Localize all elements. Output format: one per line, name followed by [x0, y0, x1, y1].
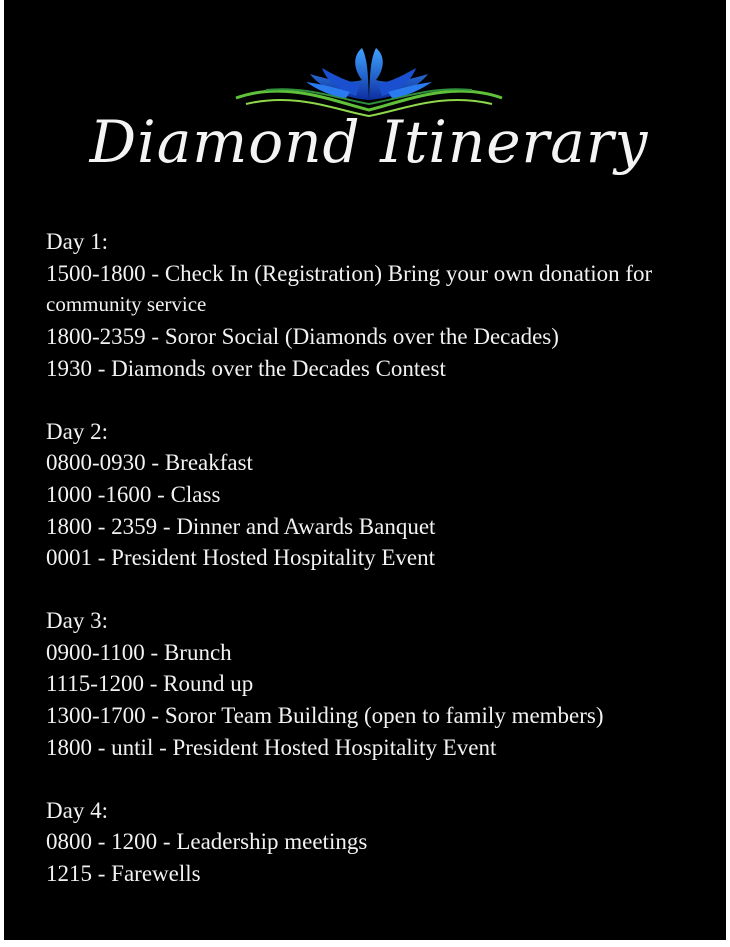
event-line: 1000 -1600 - Class	[46, 481, 221, 507]
day-heading: Day 1:	[46, 229, 108, 254]
event-line: 1800 - 2359 - Dinner and Awards Banquet	[46, 513, 436, 539]
day-section	[46, 605, 726, 764]
itinerary-list	[46, 226, 726, 921]
event-line: 1500-1800 - Check In (Registration) Bring your own donation for	[46, 260, 653, 286]
event-line: 0900-1100 - Brunch	[46, 639, 232, 665]
page-title: Diamond Itinerary	[89, 108, 649, 176]
day-heading: Day 2:	[46, 418, 108, 444]
day-section	[46, 226, 726, 385]
event-line: 1800-2359 - Soror Social (Diamonds over the Decades)	[46, 324, 559, 350]
event-line: 1800 - until - President Hosted Hospitality Event	[46, 734, 497, 760]
event-line: 1215 - Farewells	[46, 860, 201, 886]
event-line: 1930 - Diamonds over the Decades Contest	[46, 355, 446, 381]
event-line: 0800 - 1200 - Leadership meetings	[46, 829, 368, 855]
event-line: community service	[46, 292, 207, 317]
event-line: 0800-0930 - Breakfast	[46, 450, 253, 476]
day-section	[46, 795, 726, 890]
day-heading: Day 4:	[46, 797, 108, 823]
event-line: 1300-1700 - Soror Team Building (open to family members)	[46, 703, 604, 729]
event-line: 1115-1200 - Round up	[46, 671, 254, 697]
event-line: 0001 - President Hosted Hospitality Event	[46, 545, 436, 571]
day-heading: Day 3:	[46, 608, 108, 634]
day-section	[46, 416, 726, 575]
itinerary-page	[4, 0, 726, 940]
